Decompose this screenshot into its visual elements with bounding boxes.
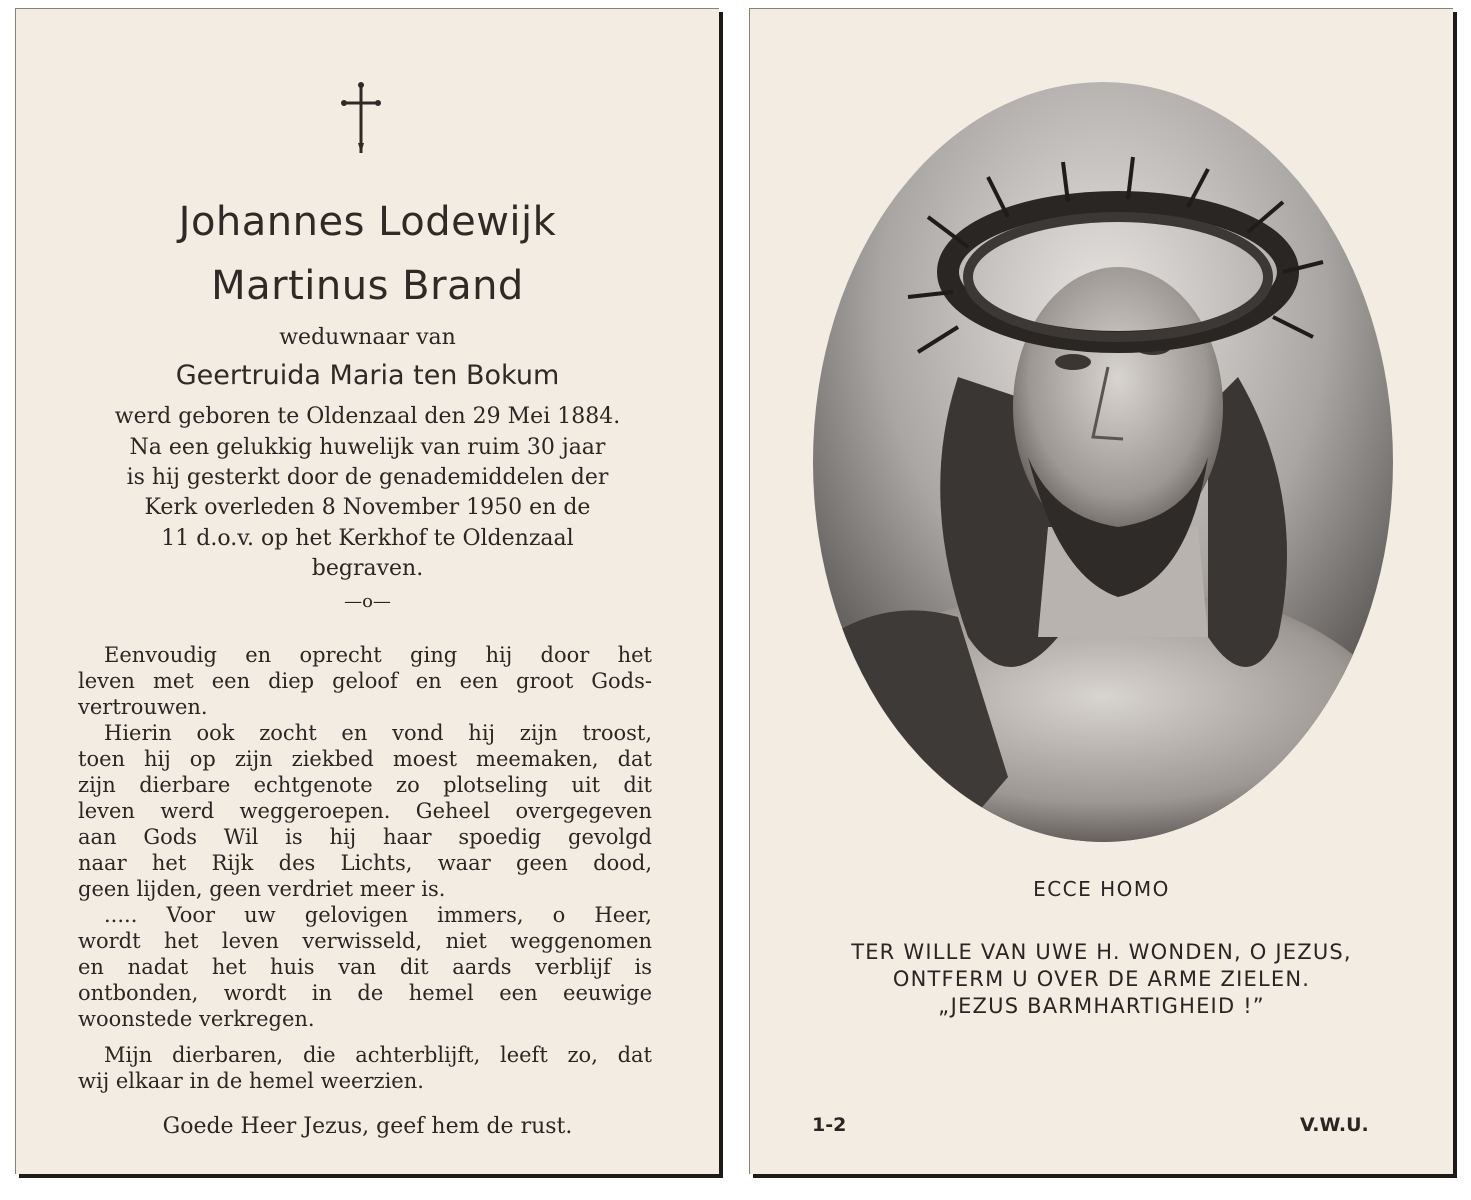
- publisher-mark: V.W.U.: [1300, 1114, 1369, 1136]
- text-line: leven werd weggeroepen. Geheel overgegeven: [78, 799, 652, 823]
- paragraph-4: [78, 1042, 652, 1094]
- section-divider: —o—: [344, 591, 391, 612]
- text-line: ontbonden, wordt in de hemel een eeuwige: [78, 981, 652, 1005]
- paragraph-2: [78, 720, 652, 902]
- bio-line: begraven.: [311, 556, 424, 581]
- memorial-card-text-side: [15, 8, 719, 1174]
- bio-line: is hij gesterkt door de genademiddelen der: [126, 465, 609, 490]
- closing-prayer: Goede Heer Jezus, geef hem de rust.: [162, 1114, 573, 1139]
- text-line: en nadat het huis van dit aards verblijf is: [78, 955, 652, 979]
- paragraph-1: [78, 642, 652, 720]
- deceased-name-line1: Johannes Lodewijk: [178, 199, 557, 245]
- bio-line: Na een gelukkig huwelijk van ruim 30 jaar: [129, 435, 606, 460]
- deceased-name-line2: Martinus Brand: [211, 263, 524, 309]
- image-caption: ECCE HOMO: [1033, 877, 1170, 901]
- text-line: Hierin ook zocht en vond hij zijn troost,: [104, 721, 652, 745]
- card-number: 1-2: [812, 1114, 847, 1136]
- bio-line: werd geboren te Oldenzaal den 29 Mei 1884.: [114, 404, 621, 429]
- prayer-line: TER WILLE VAN UWE H. WONDEN, O JEZUS,: [851, 940, 1352, 964]
- prayer-line: „JEZUS BARMHARTIGHEID !”: [938, 994, 1265, 1018]
- text-line: geen lijden, geen verdriet meer is.: [78, 877, 446, 901]
- cross-icon: [341, 81, 381, 156]
- text-line: wordt het leven verwisseld, niet weggenomen: [78, 929, 652, 953]
- text-line: Eenvoudig en oprecht ging hij door het: [104, 643, 652, 667]
- text-line: naar het Rijk des Lichts, waar geen dood,: [78, 851, 652, 875]
- memorial-card-image-side: [749, 8, 1453, 1174]
- text-line: toen hij op zijn ziekbed moest meemaken, dat: [78, 747, 652, 771]
- text-line: ..... Voor uw gelovigen immers, o Heer,: [104, 903, 652, 927]
- text-line: leven met een diep geloof en een groot Gods-: [78, 669, 652, 693]
- text-line: wij elkaar in de hemel weerzien.: [78, 1069, 424, 1093]
- text-line: woonstede verkregen.: [78, 1007, 315, 1031]
- prayer-line: ONTFERM U OVER DE ARME ZIELEN.: [892, 967, 1311, 991]
- spouse-name: Geertruida Maria ten Bokum: [175, 360, 560, 391]
- ecce-homo-portrait: [808, 77, 1398, 847]
- bio-line: 11 d.o.v. op het Kerkhof te Oldenzaal: [161, 526, 574, 551]
- widower-of-label: weduwnaar van: [279, 325, 456, 350]
- text-line: Mijn dierbaren, die achterblijft, leeft zo, dat: [104, 1043, 652, 1067]
- text-line: zijn dierbare echtgenote zo plotseling uit dit: [78, 773, 652, 797]
- text-line: vertrouwen.: [78, 695, 208, 719]
- paragraph-3: [78, 902, 652, 1032]
- bio-line: Kerk overleden 8 November 1950 en de: [144, 495, 591, 520]
- text-line: aan Gods Wil is hij haar spoedig gevolgd: [78, 825, 652, 849]
